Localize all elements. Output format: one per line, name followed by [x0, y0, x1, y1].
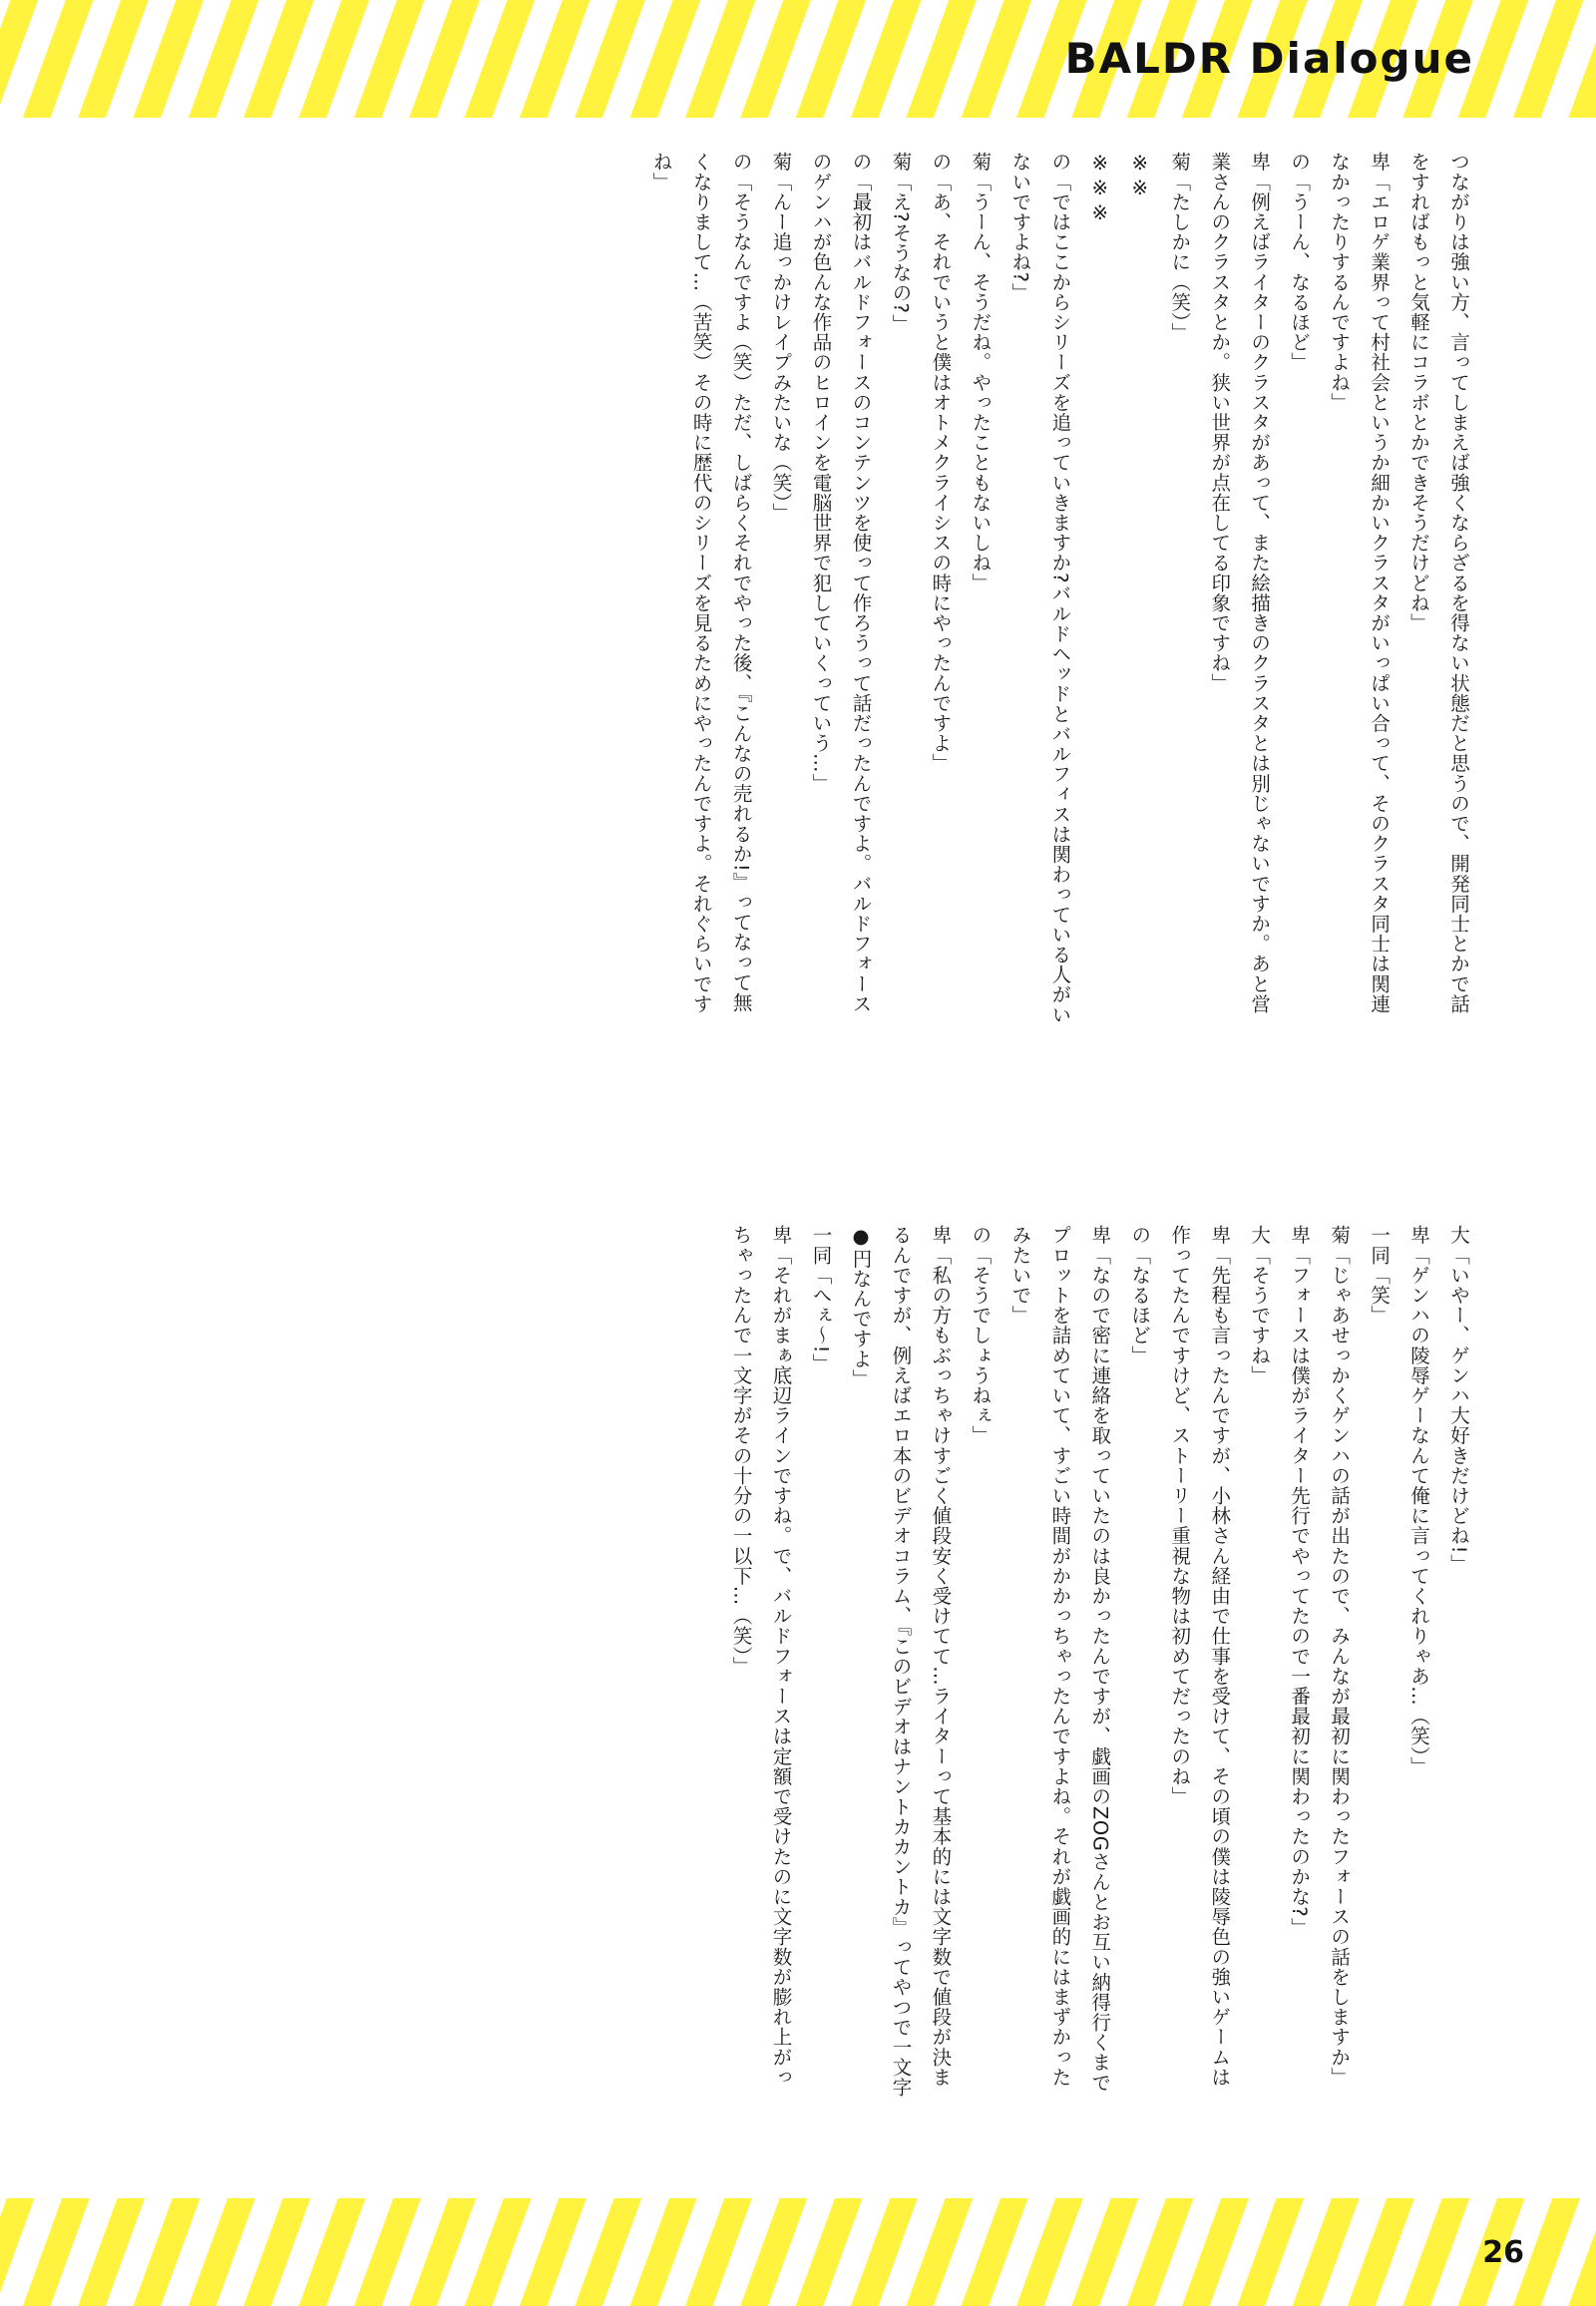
dialogue-column-upper — [162, 152, 1478, 1029]
dialogue-paragraph: 卑「例えばライターのクラスタがあって、また絵描きのクラスタとは別じゃないですか。あと営業さんのクラスタとか。狭い世界が点在してる印象ですね」 — [1208, 152, 1272, 1014]
page-number: 26 — [1482, 2235, 1524, 2270]
dialogue-column-lower — [162, 1225, 1478, 2103]
dialogue-paragraph: 卑「フォースは僕がライター先行でやってたので一番最初に関わったのかな?」 — [1288, 1225, 1312, 1938]
dialogue-paragraph: 卑「ゲンハの陵辱ゲーなんて俺に言ってくれりゃあ…（笑）」 — [1407, 1225, 1431, 1777]
dialogue-paragraph: 大「そうですね」 — [1248, 1225, 1272, 1385]
dialogue-paragraph: 一同「笑」 — [1368, 1225, 1392, 1326]
dialogue-paragraph: の「そうでしょうねぇ」 — [969, 1225, 993, 1446]
dialogue-paragraph: の「ではここからシリーズを追っていきますか?バルドヘッドとバルフィスは関わっている人がいないですよね?」 — [1008, 152, 1072, 1025]
dialogue-paragraph: 一同「へぇ～!」 — [809, 1225, 833, 1374]
bottom-decorative-stripe-band — [0, 2198, 1596, 2306]
section-divider-marks: ※※ — [1128, 152, 1152, 201]
dialogue-paragraph: 菊「たしかに（笑）」 — [1168, 152, 1192, 343]
dialogue-paragraph: の「あ、それでいうと僕はオトメクライシスの時にやったんですよ」 — [929, 152, 953, 774]
dialogue-paragraph: の「最初はバルドフォースのコンテンツを使って作ろうって話だったんですよ。バルドフォースのゲンハが色んな作品のヒロインを電脳世界で犯していくっていう…」 — [809, 152, 873, 1014]
dialogue-paragraph: 菊「え?そうなの?」 — [889, 152, 913, 334]
section-divider-marks: ※※※ — [1088, 152, 1112, 226]
dialogue-paragraph: 大「いやー、ゲンハ大好きだけどね!」 — [1447, 1225, 1470, 1575]
dialogue-paragraph: 卑「先程も言ったんですが、小林さん経由で仕事を受けて、その頃の僕は陵辱色の強いゲームは作ってたんですけど、ストーリー重視な物は初めてだったのね」 — [1168, 1225, 1232, 2088]
dialogue-paragraph: の「うーん、なるほど」 — [1288, 152, 1312, 373]
dialogue-paragraph: 卑「私の方もぶっちゃけすごく値段安く受けてて…ライターって基本的には文字数で値段が決まるんですが、例えばエロ本のビデオコラム、『このビデオはナントカカントカ』ってやつで一文字●円なんですよ」 — [849, 1225, 953, 2098]
dialogue-paragraph: 卑「エロゲ業界って村社会というか細かいクラスタがいっぱい合って、そのクラスタ同士は関連なかったりするんですよね」 — [1328, 152, 1392, 1014]
dialogue-paragraph: 卑「それがまぁ底辺ラインですね。で、バルドフォースは定額で受けたのに文字数が膨れ上がっちゃったんで一文字がその十分の一以下…（笑）」 — [729, 1225, 793, 2088]
page-title: BALDR Dialogue — [1064, 34, 1474, 83]
dialogue-paragraph: 菊「んー追っかけレイプみたいな（笑）」 — [769, 152, 793, 524]
dialogue-paragraph: つながりは強い方、言ってしまえば強くならざるを得ない状態だと思うので、開発同士とかで話をすればもっと気軽にコラボとかできそうだけどね」 — [1407, 152, 1470, 1014]
dialogue-paragraph: 卑「なので密に連絡を取っていたのは良かったんですが、戯画のZOGさんとお互い納得行くまでプロットを詰めていて、すごい時間がかかっちゃったんですよね。それが戯画的にはまずかったみたいで」 — [1008, 1225, 1112, 2093]
dialogue-paragraph: 菊「うーん、そうだね。やったこともないしね」 — [969, 152, 993, 593]
dialogue-paragraph: 菊「じゃあせっかくゲンハの話が出たので、みんなが最初に関わったフォースの話をしますか」 — [1328, 1225, 1352, 2088]
dialogue-paragraph: の「なるほど」 — [1128, 1225, 1152, 1365]
dialogue-paragraph: の「そうなんですよ（笑）ただ、しばらくそれでやった後、『こんなの売れるか!』ってなって無くなりまして…（苦笑）その時に歴代のシリーズを見るためにやったんですよ。それぐらいですね」 — [649, 152, 753, 1014]
